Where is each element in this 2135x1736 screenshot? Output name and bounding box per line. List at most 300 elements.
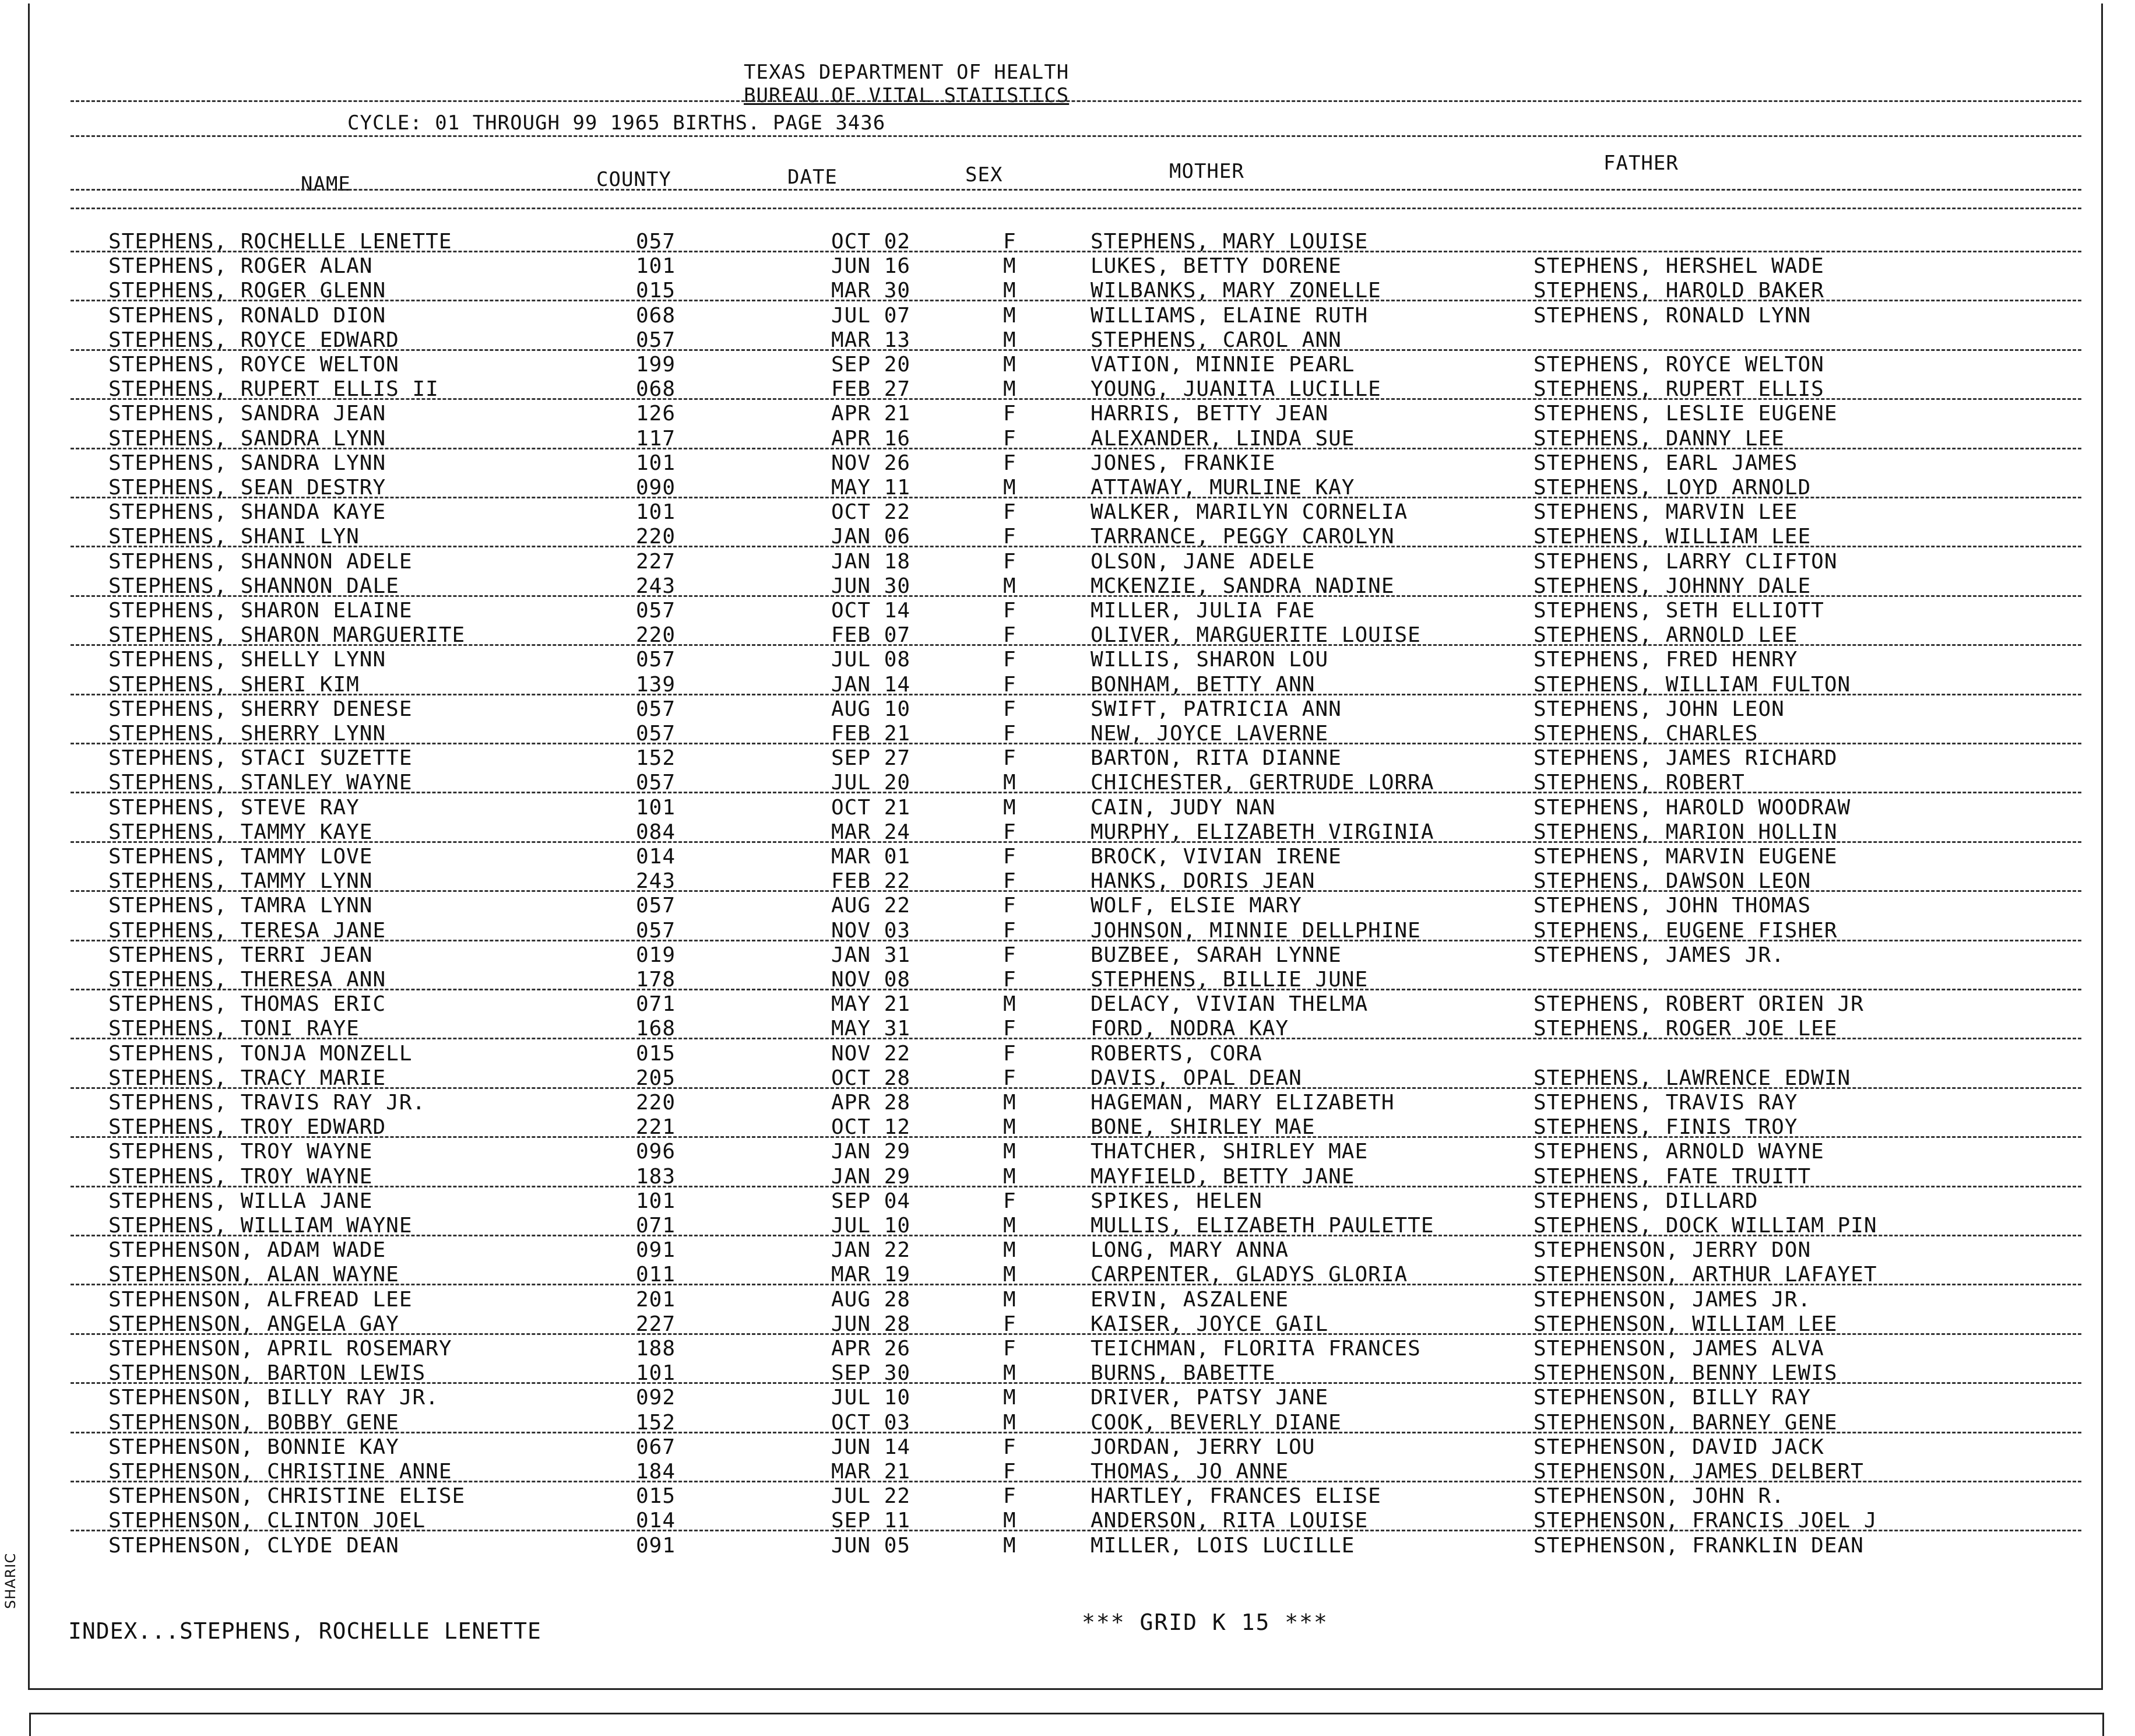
- cell-county: 139: [636, 672, 676, 697]
- row-divider: [71, 694, 2081, 695]
- cell-mother: LONG, MARY ANNA: [1091, 1238, 1289, 1263]
- cell-father: STEPHENSON, FRANCIS JOEL J: [1533, 1509, 1877, 1533]
- cell-sex: M: [1003, 1115, 1017, 1140]
- cell-date: JAN 18: [831, 549, 911, 574]
- cell-date: JAN 29: [831, 1140, 911, 1164]
- row-divider: [71, 792, 2081, 793]
- cell-name: STEPHENS, TAMMY KAYE: [108, 820, 373, 844]
- cell-date: MAY 21: [831, 992, 911, 1017]
- cell-name: STEPHENS, SHERRY DENESE: [108, 697, 413, 721]
- cell-county: 057: [636, 328, 676, 352]
- cell-mother: HARTLEY, FRANCES ELISE: [1091, 1484, 1381, 1509]
- cell-father: STEPHENSON, DAVID JACK: [1533, 1435, 1824, 1459]
- cell-sex: F: [1003, 918, 1017, 943]
- cell-father: STEPHENSON, JERRY DON: [1533, 1238, 1812, 1263]
- cell-mother: CHICHESTER, GERTRUDE LORRA: [1091, 771, 1434, 795]
- cell-county: 014: [636, 845, 676, 869]
- cell-father: STEPHENS, JOHNNY DALE: [1533, 574, 1812, 598]
- cell-sex: M: [1003, 795, 1017, 820]
- cell-sex: M: [1003, 1509, 1017, 1533]
- cell-date: FEB 22: [831, 869, 911, 894]
- cell-county: 152: [636, 1410, 676, 1435]
- cell-date: JUN 30: [831, 574, 911, 598]
- cell-sex: F: [1003, 1041, 1017, 1066]
- cell-county: 014: [636, 1509, 676, 1533]
- cell-date: OCT 21: [831, 795, 911, 820]
- cell-father: STEPHENS, RUPERT ELLIS: [1533, 377, 1824, 402]
- cell-date: APR 26: [831, 1337, 911, 1361]
- cell-county: 084: [636, 820, 676, 844]
- cell-mother: JONES, FRANKIE: [1091, 451, 1276, 475]
- cell-county: 011: [636, 1263, 676, 1287]
- header-department: TEXAS DEPARTMENT OF HEALTH: [744, 61, 1070, 84]
- cell-name: STEPHENS, TONI RAYE: [108, 1017, 360, 1041]
- cell-father: STEPHENS, JOHN LEON: [1533, 697, 1785, 721]
- cell-sex: M: [1003, 1140, 1017, 1164]
- cell-father: STEPHENSON, BENNY LEWIS: [1533, 1361, 1838, 1386]
- cell-mother: ANDERSON, RITA LOUISE: [1091, 1509, 1369, 1533]
- cell-county: 019: [636, 943, 676, 967]
- cell-date: OCT 02: [831, 230, 911, 254]
- cell-county: 101: [636, 795, 676, 820]
- cell-date: SEP 30: [831, 1361, 911, 1386]
- cell-sex: F: [1003, 1066, 1017, 1090]
- cell-name: STEPHENS, TROY EDWARD: [108, 1115, 386, 1140]
- cell-date: MAR 01: [831, 845, 911, 869]
- table-row: [30, 1238, 2105, 1263]
- cell-mother: BUZBEE, SARAH LYNNE: [1091, 943, 1342, 967]
- cell-mother: TEICHMAN, FLORITA FRANCES: [1091, 1337, 1421, 1361]
- cell-father: STEPHENS, RONALD LYNN: [1533, 303, 1812, 328]
- cell-mother: MILLER, JULIA FAE: [1091, 599, 1316, 623]
- cell-name: STEPHENS, SHANNON ADELE: [108, 549, 413, 574]
- cell-sex: M: [1003, 254, 1017, 279]
- cell-mother: NEW, JOYCE LAVERNE: [1091, 722, 1329, 746]
- row-divider: [71, 251, 2081, 252]
- cell-sex: F: [1003, 746, 1017, 771]
- cell-county: 199: [636, 353, 676, 377]
- cell-date: OCT 14: [831, 599, 911, 623]
- column-header-father: FATHER: [1603, 152, 1679, 175]
- cell-date: JUL 10: [831, 1386, 911, 1410]
- cell-date: MAR 30: [831, 279, 911, 303]
- cell-county: 227: [636, 549, 676, 574]
- cell-mother: ALEXANDER, LINDA SUE: [1091, 426, 1355, 451]
- cell-mother: BONHAM, BETTY ANN: [1091, 672, 1316, 697]
- cell-mother: THATCHER, SHIRLEY MAE: [1091, 1140, 1369, 1164]
- cell-mother: SWIFT, PATRICIA ANN: [1091, 697, 1342, 721]
- cell-father: STEPHENS, CHARLES: [1533, 722, 1758, 746]
- table-row: [30, 1484, 2105, 1509]
- cell-county: 152: [636, 746, 676, 771]
- cell-county: 057: [636, 648, 676, 672]
- cell-date: JUL 10: [831, 1214, 911, 1238]
- cell-mother: FORD, NODRA KAY: [1091, 1017, 1289, 1041]
- cell-date: JUL 07: [831, 303, 911, 328]
- cell-sex: F: [1003, 1189, 1017, 1213]
- cell-mother: WILLIS, SHARON LOU: [1091, 648, 1329, 672]
- table-row: [30, 697, 2105, 722]
- cell-sex: F: [1003, 1017, 1017, 1041]
- cell-sex: F: [1003, 426, 1017, 451]
- row-divider: [71, 1038, 2081, 1039]
- cell-mother: DRIVER, PATSY JANE: [1091, 1386, 1329, 1410]
- cell-father: STEPHENS, ROGER JOE LEE: [1533, 1017, 1838, 1041]
- cell-mother: THOMAS, JO ANNE: [1091, 1460, 1289, 1484]
- side-label: SHARIC: [2, 1552, 19, 1609]
- cell-county: 090: [636, 476, 676, 500]
- cell-mother: KAISER, JOYCE GAIL: [1091, 1312, 1329, 1336]
- cell-father: STEPHENS, EARL JAMES: [1533, 451, 1798, 475]
- cell-date: OCT 12: [831, 1115, 911, 1140]
- cell-mother: CARPENTER, GLADYS GLORIA: [1091, 1263, 1408, 1287]
- header-bureau: BUREAU OF VITAL STATISTICS: [744, 84, 1070, 107]
- cell-name: STEPHENSON, BOBBY GENE: [108, 1410, 399, 1435]
- cell-date: MAR 21: [831, 1460, 911, 1484]
- cell-mother: WALKER, MARILYN CORNELIA: [1091, 500, 1408, 525]
- cell-date: AUG 10: [831, 697, 911, 721]
- cell-mother: STEPHENS, MARY LOUISE: [1091, 230, 1369, 254]
- cell-date: SEP 27: [831, 746, 911, 771]
- cell-date: FEB 21: [831, 722, 911, 746]
- row-divider: [71, 1333, 2081, 1335]
- cell-mother: BONE, SHIRLEY MAE: [1091, 1115, 1316, 1140]
- cell-county: 126: [636, 402, 676, 426]
- cell-mother: ROBERTS, CORA: [1091, 1041, 1262, 1066]
- cell-father: STEPHENS, MARION HOLLIN: [1533, 820, 1838, 844]
- table-row: [30, 1140, 2105, 1164]
- cell-name: STEPHENS, THOMAS ERIC: [108, 992, 386, 1017]
- cell-father: STEPHENSON, ARTHUR LAFAYET: [1533, 1263, 1877, 1287]
- cell-county: 178: [636, 968, 676, 992]
- cell-sex: F: [1003, 968, 1017, 992]
- cell-sex: F: [1003, 549, 1017, 574]
- cell-name: STEPHENS, SHANI LYN: [108, 525, 360, 549]
- cell-mother: SPIKES, HELEN: [1091, 1189, 1262, 1213]
- cell-name: STEPHENS, ROYCE WELTON: [108, 353, 399, 377]
- cell-father: STEPHENS, DAWSON LEON: [1533, 869, 1812, 894]
- cell-sex: M: [1003, 1164, 1017, 1189]
- cell-date: NOV 03: [831, 918, 911, 943]
- cell-name: STEPHENS, RUPERT ELLIS II: [108, 377, 439, 402]
- cell-date: SEP 11: [831, 1509, 911, 1533]
- cell-date: OCT 28: [831, 1066, 911, 1090]
- cell-mother: JORDAN, JERRY LOU: [1091, 1435, 1316, 1459]
- cell-mother: DAVIS, OPAL DEAN: [1091, 1066, 1302, 1090]
- cell-father: STEPHENS, LAWRENCE EDWIN: [1533, 1066, 1851, 1090]
- cell-father: STEPHENSON, BILLY RAY: [1533, 1386, 1812, 1410]
- table-row: [30, 500, 2105, 525]
- cell-county: 091: [636, 1533, 676, 1558]
- cell-sex: F: [1003, 820, 1017, 844]
- cell-sex: M: [1003, 771, 1017, 795]
- cell-county: 057: [636, 894, 676, 918]
- column-header-divider: [71, 208, 2081, 209]
- cell-county: 243: [636, 869, 676, 894]
- cell-name: STEPHENS, TRACY MARIE: [108, 1066, 386, 1090]
- table-row: [30, 254, 2105, 279]
- cell-sex: M: [1003, 1238, 1017, 1263]
- cell-county: 057: [636, 230, 676, 254]
- cell-county: 101: [636, 500, 676, 525]
- cell-mother: DELACY, VIVIAN THELMA: [1091, 992, 1369, 1017]
- table-row: [30, 402, 2105, 426]
- cell-sex: M: [1003, 1287, 1017, 1312]
- cell-date: JUL 20: [831, 771, 911, 795]
- cell-county: 243: [636, 574, 676, 598]
- cell-name: STEPHENS, ROYCE EDWARD: [108, 328, 399, 352]
- cell-name: STEPHENS, SHARON MARGUERITE: [108, 623, 466, 648]
- cell-county: 220: [636, 1091, 676, 1115]
- cell-name: STEPHENS, STACI SUZETTE: [108, 746, 413, 771]
- cell-mother: HAGEMAN, MARY ELIZABETH: [1091, 1091, 1395, 1115]
- cell-mother: OLSON, JANE ADELE: [1091, 549, 1316, 574]
- row-divider: [71, 349, 2081, 351]
- cell-date: JUN 16: [831, 254, 911, 279]
- cell-father: STEPHENS, ROYCE WELTON: [1533, 353, 1824, 377]
- cell-date: MAR 24: [831, 820, 911, 844]
- table-row: [30, 845, 2105, 869]
- cell-sex: F: [1003, 451, 1017, 475]
- table-row: [30, 648, 2105, 672]
- cell-sex: M: [1003, 1533, 1017, 1558]
- cell-mother: HARRIS, BETTY JEAN: [1091, 402, 1329, 426]
- table-row: [30, 451, 2105, 476]
- cell-father: STEPHENS, ROBERT ORIEN JR: [1533, 992, 1864, 1017]
- cell-county: 015: [636, 1484, 676, 1509]
- row-divider: [71, 1136, 2081, 1138]
- cell-mother: HANKS, DORIS JEAN: [1091, 869, 1316, 894]
- cell-county: 057: [636, 697, 676, 721]
- cell-date: JUN 28: [831, 1312, 911, 1336]
- cell-county: 183: [636, 1164, 676, 1189]
- cell-mother: STEPHENS, CAROL ANN: [1091, 328, 1342, 352]
- cell-county: 068: [636, 377, 676, 402]
- next-sheet-edge: [29, 1713, 2104, 1736]
- cell-sex: M: [1003, 303, 1017, 328]
- cell-sex: F: [1003, 869, 1017, 894]
- cell-name: STEPHENS, TAMMY LOVE: [108, 845, 373, 869]
- table-row: [30, 304, 2105, 328]
- cell-name: STEPHENS, TERESA JANE: [108, 918, 386, 943]
- cell-county: 101: [636, 1361, 676, 1386]
- cell-name: STEPHENS, STEVE RAY: [108, 795, 360, 820]
- cell-date: JUL 22: [831, 1484, 911, 1509]
- cell-county: 057: [636, 722, 676, 746]
- cell-mother: WILLIAMS, ELAINE RUTH: [1091, 303, 1369, 328]
- cell-sex: F: [1003, 623, 1017, 648]
- cell-sex: F: [1003, 894, 1017, 918]
- cell-father: STEPHENS, HAROLD BAKER: [1533, 279, 1824, 303]
- row-divider: [71, 841, 2081, 843]
- cell-name: STEPHENS, SHANDA KAYE: [108, 500, 386, 525]
- cell-name: STEPHENS, TAMRA LYNN: [108, 894, 373, 918]
- cell-mother: STEPHENS, BILLIE JUNE: [1091, 968, 1369, 992]
- cell-name: STEPHENSON, APRIL ROSEMARY: [108, 1337, 452, 1361]
- cell-name: STEPHENSON, CLYDE DEAN: [108, 1533, 399, 1558]
- cell-father: STEPHENS, TRAVIS RAY: [1533, 1091, 1798, 1115]
- cell-mother: LUKES, BETTY DORENE: [1091, 254, 1342, 279]
- cell-father: STEPHENSON, JOHN R.: [1533, 1484, 1785, 1509]
- table-row: [30, 894, 2105, 918]
- cell-father: STEPHENS, MARVIN EUGENE: [1533, 845, 1838, 869]
- cell-sex: F: [1003, 845, 1017, 869]
- cell-father: STEPHENS, FATE TRUITT: [1533, 1164, 1812, 1189]
- cell-date: OCT 03: [831, 1410, 911, 1435]
- cell-sex: F: [1003, 1312, 1017, 1336]
- cell-mother: MCKENZIE, SANDRA NADINE: [1091, 574, 1395, 598]
- cell-date: JAN 31: [831, 943, 911, 967]
- cell-sex: F: [1003, 1435, 1017, 1459]
- cell-father: STEPHENS, DILLARD: [1533, 1189, 1758, 1213]
- grid-reference: *** GRID K 15 ***: [1082, 1610, 1328, 1635]
- column-header-county: COUNTY: [596, 168, 671, 191]
- cell-name: STEPHENS, TROY WAYNE: [108, 1164, 373, 1189]
- cell-sex: M: [1003, 328, 1017, 352]
- cell-county: 168: [636, 1017, 676, 1041]
- table-row: [30, 1189, 2105, 1214]
- cell-name: STEPHENSON, BARTON LEWIS: [108, 1361, 426, 1386]
- cell-name: STEPHENS, SANDRA LYNN: [108, 426, 386, 451]
- row-divider: [71, 989, 2081, 990]
- cell-name: STEPHENS, SHELLY LYNN: [108, 648, 386, 672]
- column-header-mother: MOTHER: [1169, 160, 1244, 183]
- cell-name: STEPHENS, WILLA JANE: [108, 1189, 373, 1213]
- cell-sex: F: [1003, 599, 1017, 623]
- cell-county: 015: [636, 1041, 676, 1066]
- cell-father: STEPHENS, LARRY CLIFTON: [1533, 549, 1838, 574]
- cell-father: STEPHENS, FRED HENRY: [1533, 648, 1798, 672]
- cell-name: STEPHENS, SHARON ELAINE: [108, 599, 413, 623]
- cell-date: APR 21: [831, 402, 911, 426]
- cell-sex: M: [1003, 353, 1017, 377]
- table-row: [30, 1288, 2105, 1312]
- cell-sex: M: [1003, 377, 1017, 402]
- row-divider: [71, 890, 2081, 892]
- cell-mother: VATION, MINNIE PEARL: [1091, 353, 1355, 377]
- cell-mother: MAYFIELD, BETTY JANE: [1091, 1164, 1355, 1189]
- cell-sex: F: [1003, 1337, 1017, 1361]
- cell-mother: COOK, BEVERLY DIANE: [1091, 1410, 1342, 1435]
- cell-sex: M: [1003, 476, 1017, 500]
- cell-date: FEB 07: [831, 623, 911, 648]
- cell-name: STEPHENS, TERRI JEAN: [108, 943, 373, 967]
- cell-name: STEPHENSON, BONNIE KAY: [108, 1435, 399, 1459]
- header-divider: [71, 135, 2081, 137]
- row-divider: [71, 497, 2081, 498]
- cell-mother: MULLIS, ELIZABETH PAULETTE: [1091, 1214, 1434, 1238]
- cell-mother: ERVIN, ASZALENE: [1091, 1287, 1289, 1312]
- cell-sex: M: [1003, 279, 1017, 303]
- cell-father: STEPHENS, EUGENE FISHER: [1533, 918, 1838, 943]
- cell-father: STEPHENSON, JAMES DELBERT: [1533, 1460, 1864, 1484]
- cell-sex: F: [1003, 648, 1017, 672]
- cell-father: STEPHENS, JAMES RICHARD: [1533, 746, 1838, 771]
- cell-name: STEPHENSON, BILLY RAY JR.: [108, 1386, 439, 1410]
- table-row: [30, 992, 2105, 1017]
- cell-name: STEPHENS, SEAN DESTRY: [108, 476, 386, 500]
- table-row: [30, 796, 2105, 820]
- cell-name: STEPHENSON, CHRISTINE ELISE: [108, 1484, 466, 1509]
- cell-mother: WOLF, ELSIE MARY: [1091, 894, 1302, 918]
- cell-father: STEPHENS, WILLIAM FULTON: [1533, 672, 1851, 697]
- cell-date: APR 16: [831, 426, 911, 451]
- cell-father: STEPHENSON, BARNEY GENE: [1533, 1410, 1838, 1435]
- table-row: [30, 599, 2105, 623]
- cell-county: 184: [636, 1460, 676, 1484]
- row-divider: [71, 1087, 2081, 1089]
- table-row: [30, 1091, 2105, 1115]
- row-divider: [71, 1186, 2081, 1187]
- cell-mother: WILBANKS, MARY ZONELLE: [1091, 279, 1381, 303]
- cell-father: STEPHENS, LOYD ARNOLD: [1533, 476, 1812, 500]
- cell-date: JUL 08: [831, 648, 911, 672]
- row-divider: [71, 1382, 2081, 1384]
- cell-father: STEPHENS, SETH ELLIOTT: [1533, 599, 1824, 623]
- cell-sex: M: [1003, 1263, 1017, 1287]
- cell-father: STEPHENS, ARNOLD LEE: [1533, 623, 1798, 648]
- cell-county: 068: [636, 303, 676, 328]
- cell-county: 201: [636, 1287, 676, 1312]
- row-divider: [71, 644, 2081, 646]
- cell-father: STEPHENS, DANNY LEE: [1533, 426, 1785, 451]
- index-label: INDEX...STEPHENS, ROCHELLE LENETTE: [68, 1618, 541, 1644]
- cell-county: 221: [636, 1115, 676, 1140]
- cell-county: 057: [636, 771, 676, 795]
- cell-date: OCT 22: [831, 500, 911, 525]
- column-header-sex: SEX: [965, 163, 1003, 187]
- cell-mother: ATTAWAY, MURLINE KAY: [1091, 476, 1355, 500]
- cell-date: NOV 22: [831, 1041, 911, 1066]
- cell-county: 096: [636, 1140, 676, 1164]
- cell-county: 101: [636, 451, 676, 475]
- cell-sex: M: [1003, 1361, 1017, 1386]
- cell-name: STEPHENS, ROGER ALAN: [108, 254, 373, 279]
- column-header-name: NAME: [301, 173, 351, 196]
- cell-sex: F: [1003, 1484, 1017, 1509]
- row-divider: [71, 743, 2081, 744]
- cell-name: STEPHENS, THERESA ANN: [108, 968, 386, 992]
- row-divider: [71, 1481, 2081, 1482]
- cell-date: JAN 22: [831, 1238, 911, 1263]
- cell-county: 101: [636, 254, 676, 279]
- cell-father: STEPHENS, LESLIE EUGENE: [1533, 402, 1838, 426]
- cell-sex: M: [1003, 1214, 1017, 1238]
- cell-father: STEPHENS, WILLIAM LEE: [1533, 525, 1812, 549]
- table-row: [30, 943, 2105, 968]
- cell-father: STEPHENS, ROBERT: [1533, 771, 1745, 795]
- cell-mother: BURNS, BABETTE: [1091, 1361, 1276, 1386]
- cell-sex: F: [1003, 402, 1017, 426]
- row-divider: [71, 1284, 2081, 1285]
- cell-name: STEPHENSON, ANGELA GAY: [108, 1312, 399, 1336]
- cell-sex: F: [1003, 672, 1017, 697]
- row-divider: [71, 398, 2081, 400]
- row-divider: [71, 546, 2081, 547]
- cell-sex: M: [1003, 992, 1017, 1017]
- cell-mother: JOHNSON, MINNIE DELLPHINE: [1091, 918, 1421, 943]
- cell-name: STEPHENS, STANLEY WAYNE: [108, 771, 413, 795]
- cell-county: 188: [636, 1337, 676, 1361]
- cell-name: STEPHENS, SHERRY LYNN: [108, 722, 386, 746]
- cell-father: STEPHENS, MARVIN LEE: [1533, 500, 1798, 525]
- microfilm-sheet: [28, 3, 2103, 1690]
- row-divider: [71, 1235, 2081, 1236]
- cell-date: MAR 13: [831, 328, 911, 352]
- table-row: [30, 1534, 2105, 1558]
- cell-father: STEPHENS, ARNOLD WAYNE: [1533, 1140, 1824, 1164]
- table-row: [30, 353, 2105, 377]
